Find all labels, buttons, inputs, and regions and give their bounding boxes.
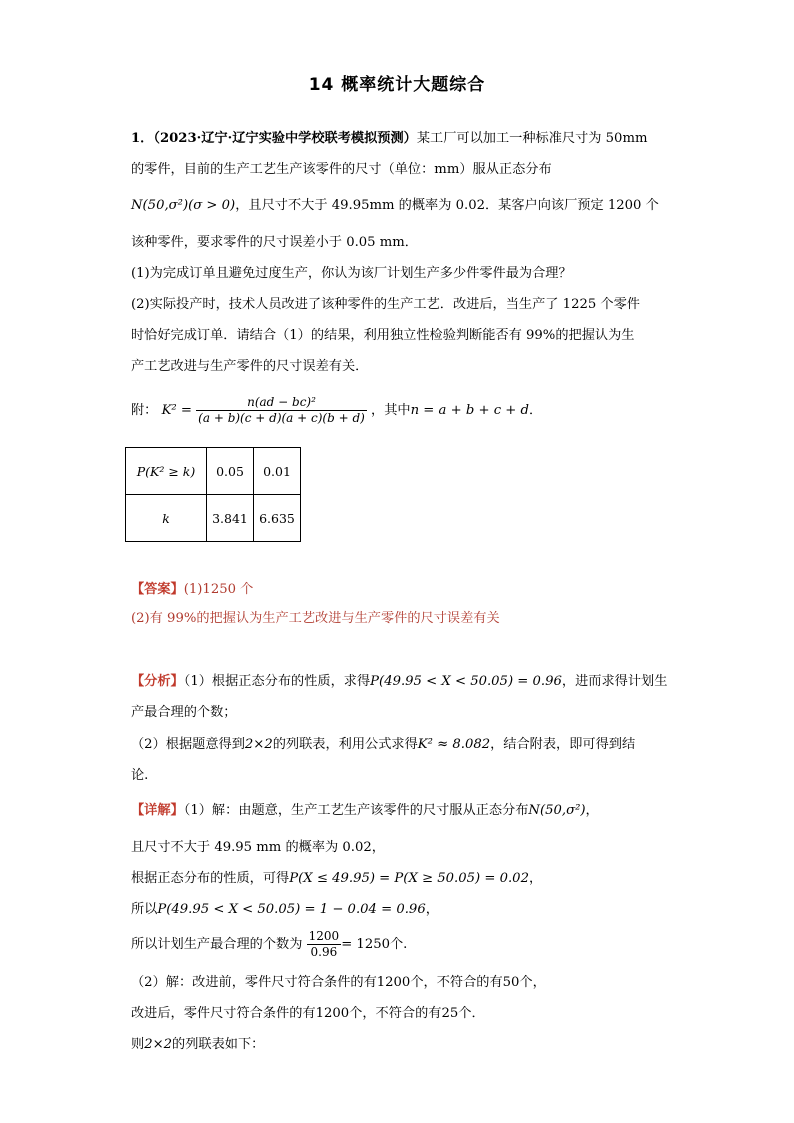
- answer-1: (1)1250 个: [183, 582, 254, 597]
- table-cell: 6.635: [254, 495, 301, 542]
- detail-line-3: [131, 869, 542, 889]
- appendix-formula: [131, 394, 542, 428]
- detail-text: ，: [528, 871, 543, 886]
- analysis-text: ，结合附表，即可得到结: [490, 737, 636, 752]
- problem-text: ，且尺寸不大于 49.95mm 的概率为 0.02．某客户向该厂预定 1200 个: [235, 198, 659, 213]
- problem-text: 某工厂可以加工一种标准尺寸为 50mm: [416, 131, 648, 146]
- answer-label: 【答案】: [131, 582, 184, 597]
- table-cell: 3.841: [207, 495, 254, 542]
- detail-text: （1）解：由题意，生产工艺生产该零件的尺寸服从正态分布: [183, 803, 529, 818]
- probability-formula: P(49.95 < X < 50.05) = 0.96: [370, 674, 562, 689]
- page-title: 14 概率统计大题综合: [308, 75, 486, 95]
- analysis-text: （1）根据正态分布的性质，求得: [183, 674, 371, 689]
- answer-2: (2)有 99%的把握认为生产工艺改进与生产零件的尺寸误差有关: [131, 611, 500, 626]
- detail-text: ，: [425, 902, 439, 917]
- detail-line-4: [131, 900, 439, 920]
- detail-label: 【详解】: [131, 803, 184, 818]
- probability-formula: P(X ≤ 49.95) = P(X ≥ 50.05) = 0.02: [289, 871, 529, 886]
- contingency-size: 2×2: [244, 737, 273, 752]
- formula-fraction: [196, 395, 367, 426]
- detail-line-8: [131, 1035, 264, 1055]
- formula-denominator: (a + b)(c + d)(a + c)(b + d): [198, 411, 365, 425]
- count-fraction: [307, 929, 342, 960]
- chi-square-value: K² ≈ 8.082: [417, 737, 491, 752]
- detail-text: 个.: [390, 937, 408, 952]
- analysis-line-2: 产最合理的个数；: [131, 705, 237, 720]
- question-1: (1)为完成订单且避免过度生产，你认为该厂计划生产多少件零件最为合理？: [131, 266, 572, 281]
- problem-line-2: 的零件，目前的生产工艺生产该零件的尺寸（单位：mm）服从正态分布: [131, 162, 552, 177]
- detail-line-6: （2）解：改进前，零件尺寸符合条件的有1200个，不符合的有50个，: [131, 975, 546, 990]
- contingency-size: 2×2: [144, 1037, 173, 1052]
- question-2-line-3: 产工艺改进与生产零件的尺寸误差有关．: [131, 359, 369, 374]
- table-cell: 0.05: [207, 448, 254, 495]
- table-row: [126, 448, 301, 495]
- analysis-line-1: [131, 672, 667, 692]
- detail-line-7: 改进后，零件尺寸符合条件的有1200个，不符合的有25个．: [131, 1006, 485, 1021]
- formula-numerator: n(ad − bc)²: [196, 395, 367, 411]
- analysis-label: 【分析】: [131, 674, 184, 689]
- fraction-numerator: 1200: [308, 929, 340, 943]
- analysis-text: ，进而求得计划生: [561, 674, 668, 689]
- analysis-line-3: [131, 735, 635, 755]
- table-cell: P(K² ≥ k): [126, 448, 207, 495]
- problem-line-4: 该种零件，要求零件的尺寸误差小于 0.05 mm．: [131, 235, 418, 250]
- question-2-line-1: (2)实际投产时，技术人员改进了该种零件的生产工艺．改进后，当生产了 1225 个零件: [131, 297, 640, 312]
- formula-end: ．: [528, 403, 543, 418]
- detail-text: 根据正态分布的性质，可得: [131, 871, 290, 886]
- problem-line-1: [131, 129, 647, 149]
- detail-line-1: [131, 801, 599, 821]
- detail-text: 则: [131, 1037, 145, 1052]
- normal-dist-formula: N(50,σ²): [528, 803, 586, 818]
- detail-line-5: [131, 928, 407, 962]
- question-2-line-2: 时恰好完成订单．请结合（1）的结果，利用独立性检验判断能否有 99%的把握认为生: [131, 328, 635, 343]
- formula-n: n = a + b + c + d: [410, 403, 529, 418]
- analysis-text: 的列联表，利用公式求得: [272, 737, 418, 752]
- fraction-denominator: 0.96: [310, 945, 338, 959]
- critical-value-table: [125, 447, 301, 542]
- detail-text: 所以计划生产最合理的个数为: [131, 937, 303, 952]
- detail-line-2: 且尺寸不大于 49.95 mm 的概率为 0.02，: [131, 840, 385, 855]
- probability-formula: P(49.95 < X < 50.05) = 1 − 0.04 = 0.96: [157, 902, 426, 917]
- detail-text: 的列联表如下：: [172, 1037, 265, 1052]
- problem-line-3: [131, 196, 659, 216]
- answer-line-1: [131, 580, 253, 600]
- formula-lhs: K² =: [161, 403, 192, 418]
- appendix-label: 附：: [131, 403, 158, 418]
- formula-tail: ，其中: [371, 403, 411, 418]
- detail-text: ，: [585, 803, 599, 818]
- problem-source: 1．（2023·辽宁·辽宁实验中学校联考模拟预测）: [131, 131, 417, 146]
- table-cell: k: [126, 495, 207, 542]
- analysis-line-4: 论.: [131, 768, 149, 783]
- table-cell: 0.01: [254, 448, 301, 495]
- normal-dist-formula: N(50,σ²)(σ > 0): [131, 198, 236, 213]
- table-row: [126, 495, 301, 542]
- detail-result: = 1250: [341, 937, 390, 952]
- analysis-text: （2）根据题意得到: [131, 737, 245, 752]
- detail-text: 所以: [131, 902, 158, 917]
